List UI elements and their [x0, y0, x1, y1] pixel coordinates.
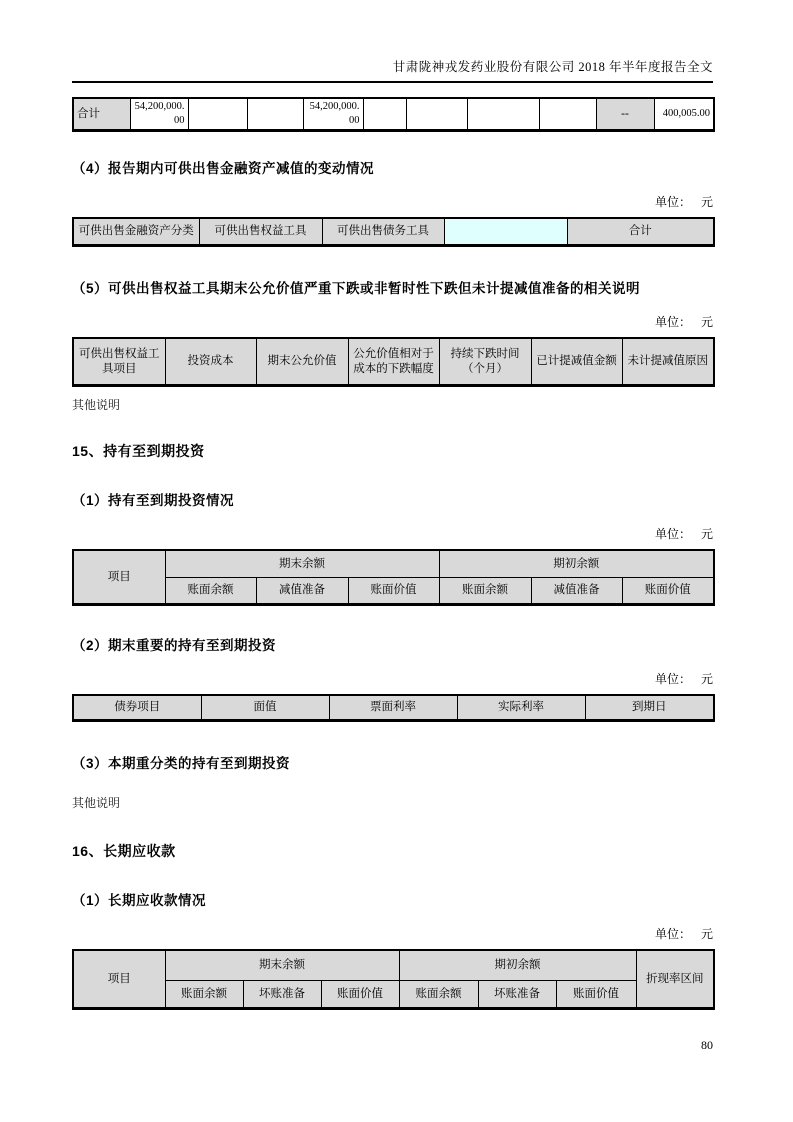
group-header-beginning-balance: 期初余额: [439, 550, 714, 577]
held-to-maturity-table: [72, 549, 715, 606]
unit-value: 元: [700, 314, 713, 329]
table-header-row: [73, 218, 714, 245]
unit-line: [72, 525, 713, 542]
total-cell: 54,200,000.00: [130, 98, 188, 131]
unit-line: [72, 313, 713, 330]
equity-instrument-decline-table: [72, 337, 715, 388]
column-header: 已计提减值金额: [531, 338, 622, 386]
empty-cell: [539, 98, 596, 131]
column-header: 可供出售权益工具项目: [73, 338, 165, 386]
column-header: 可供出售债务工具: [322, 218, 444, 245]
unit-line: [72, 193, 713, 210]
other-notes-label: 其他说明: [72, 796, 121, 811]
afs-impairment-change-table: [72, 217, 715, 247]
column-header: 面值: [201, 695, 329, 721]
column-header: 持续下跌时间（个月）: [439, 338, 531, 386]
column-header-item: 项目: [73, 950, 165, 1008]
section15-heading: 15、持有至到期投资: [72, 443, 205, 460]
empty-cell: [363, 98, 406, 131]
empty-cell: [467, 98, 539, 131]
section16-heading: 16、长期应收款: [72, 843, 176, 860]
column-header-discount-rate: 折现率区间: [636, 950, 714, 1008]
column-header: 账面价值: [556, 980, 636, 1008]
empty-cell: [247, 98, 303, 131]
column-header: 账面余额: [399, 980, 478, 1008]
other-notes-label: 其他说明: [72, 398, 121, 413]
column-header: 减值准备: [531, 577, 622, 604]
column-header: 账面余额: [439, 577, 531, 604]
unit-value: 元: [700, 671, 713, 686]
table-row: [73, 98, 714, 131]
total-cell: 400,005.00: [654, 98, 714, 131]
table-header-row: [73, 950, 714, 980]
unit-label: 单位：: [654, 671, 691, 686]
total-cell: 54,200,000.00: [303, 98, 363, 131]
group-header-ending-balance: 期末余额: [165, 950, 399, 980]
unit-value: 元: [700, 527, 713, 542]
available-for-sale-summary-table: [72, 97, 715, 132]
long-term-receivables-table: [72, 949, 715, 1010]
column-header: 可供出售金融资产分类: [73, 218, 199, 245]
empty-cell: [188, 98, 247, 131]
column-header: 账面余额: [165, 577, 256, 604]
column-header: 账面价值: [348, 577, 439, 604]
dash-cell: --: [596, 98, 654, 131]
section4-heading: （4）报告期内可供出售金融资产减值的变动情况: [72, 161, 375, 177]
unit-label: 单位：: [654, 195, 691, 210]
unit-label: 单位：: [654, 314, 691, 329]
column-header: 坏账准备: [243, 980, 321, 1008]
column-header: 账面余额: [165, 980, 243, 1008]
section15-3-heading: （3）本期重分类的持有至到期投资: [72, 756, 291, 772]
column-header: 公允价值相对于成本的下跌幅度: [348, 338, 439, 386]
section5-heading: （5）可供出售权益工具期末公允价值严重下跌或非暂时性下跌但未计提减值准备的相关说明: [72, 280, 641, 296]
table-header-row: [73, 695, 714, 721]
column-header: 账面价值: [321, 980, 399, 1008]
table-subheader-row: [73, 577, 714, 604]
column-header: 可供出售权益工具: [199, 218, 322, 245]
section15-1-heading: （1）持有至到期投资情况: [72, 493, 235, 509]
column-header: 实际利率: [457, 695, 585, 721]
column-header: 减值准备: [256, 577, 348, 604]
column-header-item: 项目: [73, 550, 165, 604]
unit-line: [72, 670, 713, 687]
column-header: 合计: [567, 218, 714, 245]
page-number: 80: [701, 1038, 713, 1052]
table-header-row: [73, 338, 714, 386]
table-header-row: [73, 550, 714, 577]
unit-label: 单位：: [654, 927, 691, 942]
important-htm-investment-table: [72, 694, 715, 723]
table-subheader-row: [73, 980, 714, 1008]
unit-label: 单位：: [654, 527, 691, 542]
column-header: 坏账准备: [478, 980, 556, 1008]
column-header: 未计提减值原因: [622, 338, 714, 386]
section16-1-heading: （1）长期应收款情况: [72, 893, 207, 909]
section15-2-heading: （2）期末重要的持有至到期投资: [72, 637, 277, 653]
highlighted-empty-cell: [444, 218, 567, 245]
empty-cell: [406, 98, 467, 131]
column-header: 期末公允价值: [256, 338, 348, 386]
unit-line: [72, 925, 713, 942]
total-row-label: 合计: [73, 98, 130, 131]
column-header: 票面利率: [329, 695, 457, 721]
column-header: 投资成本: [165, 338, 256, 386]
column-header: 债券项目: [73, 695, 201, 721]
document-header-title: 甘肃陇神戎发药业股份有限公司 2018 年半年度报告全文: [72, 0, 713, 83]
group-header-ending-balance: 期末余额: [165, 550, 439, 577]
column-header: 账面价值: [622, 577, 714, 604]
column-header: 到期日: [585, 695, 714, 721]
unit-value: 元: [700, 195, 713, 210]
unit-value: 元: [700, 927, 713, 942]
group-header-beginning-balance: 期初余额: [399, 950, 636, 980]
